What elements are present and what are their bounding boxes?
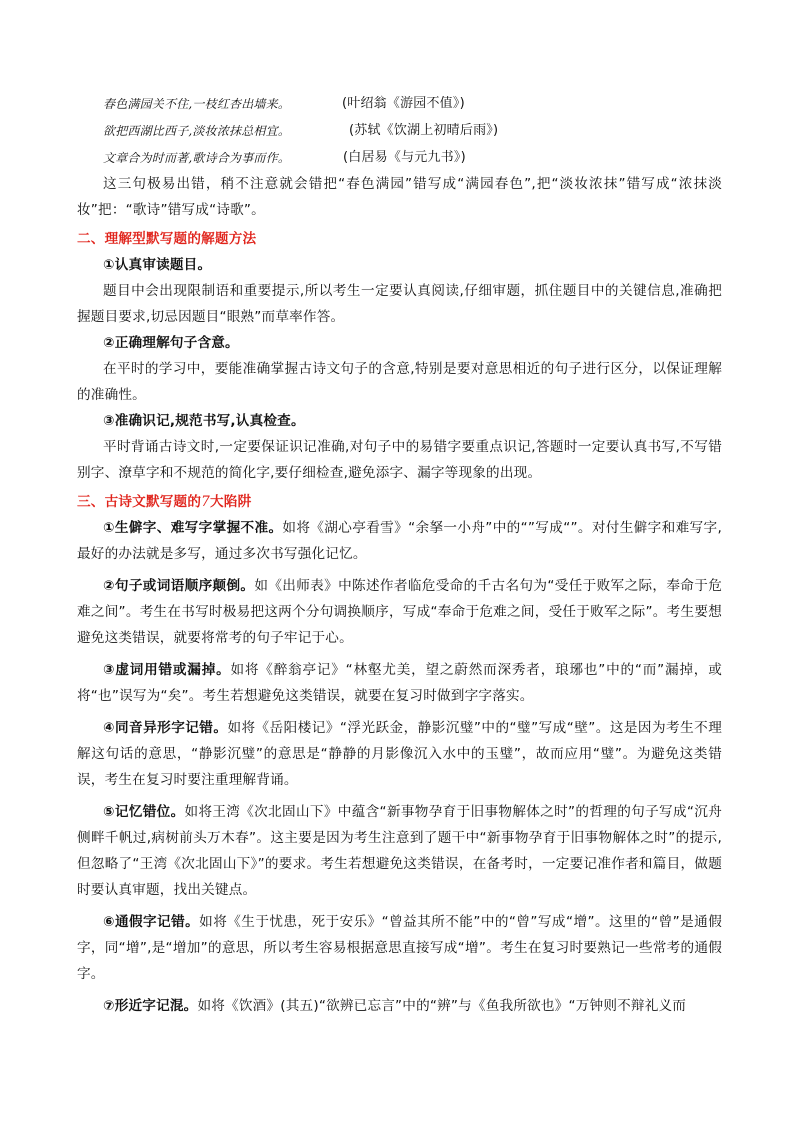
trap-item-text: 如将《醉翁亭记》“林壑尤美，望之蔚然而深秀者，琅琊也”中的“而”漏掉，或将“也”误写为“矣”。考生若想避免这类错误，就要在复习时做到字字落实。 bbox=[77, 662, 722, 704]
trap-item-text: 如将《岳阳楼记》“浮光跃金，静影沉璧”中的“璧”写成“壁”。这是因为考生不理解这句话的意思，“静影沉璧”的意思是“静静的月影像沉入水中的玉璧”，故而应用“璧”。为避免这类错误，考生在复习时要注重理解背诵。 bbox=[77, 720, 723, 788]
trap-item bbox=[77, 573, 722, 651]
trap-item-title: ⑦形近字记混。 bbox=[103, 998, 198, 1014]
step-title: ③准确识记,规范书写,认真检查。 bbox=[103, 413, 305, 429]
poem-verse: 文章合为时而著,歌诗合为事而作。 bbox=[103, 150, 291, 165]
trap-item-text: 如将《湖心亭看雪》“余拏一小舟”中的“”写成“”。对付生僻字和难写字,最好的办法就是多写，通过多次书写强化记忆。 bbox=[77, 520, 722, 562]
poem-source: (白居易《与元九书》) bbox=[343, 149, 466, 165]
trap-item bbox=[77, 909, 722, 987]
poem-line bbox=[77, 117, 722, 144]
poem-source: (叶绍翁《游园不值》) bbox=[342, 95, 465, 111]
poem-verse: 欲把西湖比西子,淡妆浓抹总相宜。 bbox=[103, 123, 291, 138]
trap-item-title: ①生僻字、难写字掌握不准。 bbox=[103, 520, 283, 536]
section-heading-text: 三、古诗文默写题的 bbox=[77, 494, 202, 510]
trap-item bbox=[77, 993, 722, 1019]
step-title: ①认真审读题目。 bbox=[103, 257, 212, 273]
section-heading bbox=[77, 489, 722, 515]
trap-item-title: ③虚词用错或漏掉。 bbox=[103, 662, 231, 678]
step-text: 在平时的学习中，要能准确掌握古诗文句子的含意,特别是要对意思相近的句子进行区分，以保证理解的准确性。 bbox=[77, 361, 722, 403]
trap-item bbox=[77, 799, 722, 903]
section-heading-end: 大陷阱 bbox=[210, 494, 252, 510]
trap-item-title: ④同音异形字记错。 bbox=[103, 720, 228, 736]
poem-verse: 春色满园关不住,一枝红杏出墙来。 bbox=[103, 96, 291, 111]
poem-line bbox=[77, 144, 722, 171]
step-text: 题目中会出现限制语和重要提示,所以考生一定要认真阅读,仔细审题，抓住题目中的关键信息,准确把握题目要求,切忌因题目“眼熟”而草率作答。 bbox=[77, 283, 722, 325]
trap-item-text: 如将《饮酒》(其五)“欲辨已忘言”中的“辨”与《鱼我所欲也》“万钟则不辩礼义而 bbox=[197, 998, 687, 1014]
document-body bbox=[77, 90, 722, 1019]
trap-item-title: ⑤记忆错位。 bbox=[103, 804, 185, 820]
trap-item-title: ②句子或词语顺序颠倒。 bbox=[103, 578, 255, 594]
step-text: 平时背诵古诗文时,一定要保证识记准确,对句子中的易错字要重点识记,答题时一定要认真书写,不写错别字、潦草字和不规范的简化字,要仔细检查,避免添字、漏字等现象的出现。 bbox=[77, 439, 722, 481]
poem-source: (苏轼《饮湖上初晴后雨》) bbox=[349, 122, 499, 138]
trap-item-title: ⑥通假字记错。 bbox=[103, 914, 200, 930]
trap-item bbox=[77, 715, 722, 793]
trap-item-text: 如《出师表》中陈述作者临危受命的千古名句为“受任于败军之际，奉命于危难之间”。考生在书写时极易把这两个分句调换顺序，写成“奉命于危难之间，受任于败军之际”。考生要想避免这类错误，就要将常考的句子牢记于心。 bbox=[77, 578, 722, 646]
section-heading-number: 7 bbox=[201, 494, 211, 510]
trap-item-text: 如将《生于忧患，死于安乐》“曾益其所不能”中的“曾”写成“增”。这里的“曾”是通假字，同“增”,是“增加”的意思，所以考生容易根据意思直接写成“增”。考生在复习时要熟记一些常考的通假字。 bbox=[77, 914, 722, 982]
trap-item-text: 如将王湾《次北固山下》中蕴含“新事物孕育于旧事物解体之时”的哲理的句子写成“沉舟侧畔千帆过,病树前头万木春”。这主要是因为考生注意到了题干中“新事物孕育于旧事物解体之时”的提示,但忽略了“王湾《次北固山下》”的要求。考生若想避免这类错误，在备考时，一定要记准作者和篇目，做题时要认真审题，找出关键点。 bbox=[77, 804, 722, 898]
trap-item bbox=[77, 515, 722, 567]
trap-item bbox=[77, 657, 722, 709]
poem-note: 这三句极易出错，稍不注意就会错把“春色满园”错写成“满园春色”,把“淡妆浓抹”错写成“浓抹淡妆”把：“歌诗”错写成“诗歌”。 bbox=[77, 176, 722, 218]
step-title: ②正确理解句子含意。 bbox=[103, 335, 239, 351]
section-heading: 二、理解型默写题的解题方法 bbox=[77, 231, 257, 247]
poem-line bbox=[77, 90, 722, 117]
